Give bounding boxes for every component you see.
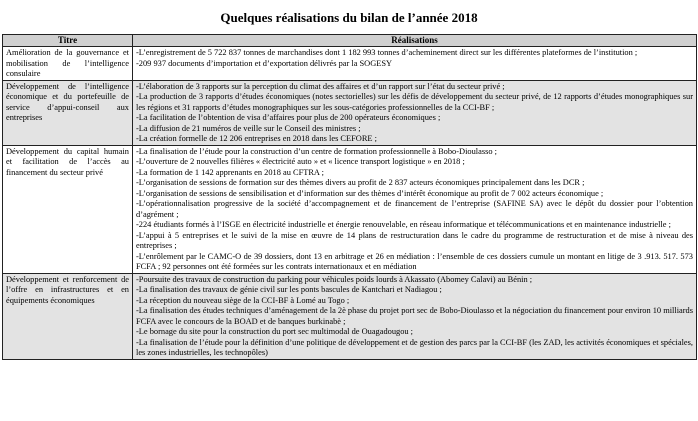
- realisation-item: -La finalisation des études techniques d’aménagement de la 2è phase du projet port sec de Bobo-Dioulasso et la négociation du financement pour environ 10 milliards FCFA avec le concours de la BOAD et de banques burkinabè ;: [136, 306, 693, 326]
- realisation-item: -L’appui à 5 entreprises et le suivi de la mise en œuvre de 14 plans de restructuration dans le cadre du programme de restructuration et de mise à niveau des entreprises ;: [136, 230, 693, 250]
- table-row-economic-intelligence: [3, 80, 697, 145]
- realisation-item: -L’élaboration de 3 rapports sur la perception du climat des affaires et d’un rapport sur l’état du secteur privé ;: [136, 81, 505, 91]
- realisation-item: -La formation de 1 142 apprenants en 2018 au CFTRA ;: [136, 167, 324, 177]
- row-realisations: [133, 47, 697, 81]
- column-header-title: Titre: [3, 35, 133, 47]
- realisation-item: -La facilitation de l’obtention de visa d’affaires pour plus de 200 opérateurs économiques ;: [136, 113, 441, 122]
- row-realisations: [133, 273, 697, 359]
- realisation-item: -L’ouverture de 2 nouvelles filières « électricité auto » et « licence transport logistique » en 2018 ;: [136, 157, 465, 166]
- table-header-row: [3, 35, 697, 47]
- realisation-item: -La diffusion de 21 numéros de veille sur le Conseil des ministres ;: [136, 123, 361, 133]
- realisation-item: -La finalisation des travaux de génie civil sur les ponts bascules de Kantchari et Nadiagou ;: [136, 285, 442, 294]
- row-title: Développement et renforcement de l’offre en infrastructures et en équipements économiques: [3, 273, 133, 359]
- realisation-item: -La création formelle de 12 206 entreprises en 2018 dans les CEFORE ;: [136, 134, 377, 143]
- realisation-item: -224 étudiants formés à l’ISGE en électricité industrielle et énergie renouvelable, en réseau informatique et télécommunications et en maintenance industrielle ;: [136, 220, 671, 229]
- row-title: Développement de l’intelligence économique et du portefeuille de service d’appui-conseil aux entreprises: [3, 80, 133, 145]
- row-realisations: [133, 145, 697, 273]
- realisation-item: -L’opérationnalisation progressive de la société d’accompagnement et de financement de l’entreprise (SAFINE SA) avec le dépôt du dossier pour l’obtention d’agrément ;: [136, 199, 693, 219]
- realisation-item: -Le bornage du site pour la construction du port sec multimodal de Ouagadougou ;: [136, 327, 414, 336]
- realisation-item: -Poursuite des travaux de construction du parking pour véhicules poids lourds à Akassato (Abomey Calavi) au Bénin ;: [136, 274, 533, 284]
- row-title: Développement du capital humain et facilitation de l’accès au financement du secteur privé: [3, 145, 133, 273]
- row-realisations: [133, 80, 697, 145]
- table-row-governance: [3, 47, 697, 81]
- achievements-table: [2, 34, 697, 360]
- realisation-item: -La réception du nouveau siège de la CCI-BF à Lomé au Togo ;: [136, 295, 350, 305]
- realisation-item: -La finalisation de l’étude pour la construction d’un centre de formation professionnelle à Bobo-Dioulasso ;: [136, 146, 497, 156]
- realisation-item: -L’organisation de sessions de formation sur des thèmes divers au profit de 2 837 acteurs économiques principalement dans les DCR ;: [136, 178, 585, 187]
- realisation-item: -209 937 documents d’importation et d’exportation délivrés par la SOGESY: [136, 58, 393, 68]
- realisation-item: -La production de 3 rapports d’études économiques (notes sectorielles) sur les défis de développement du secteur privé, de 12 rapports d’études monographiques sur les régions et 31 rapports d’études monographiques sur les sous-catégories professionnelles de la CCI-BF ;: [136, 92, 693, 112]
- row-title: Amélioration de la gouvernance et mobilisation de l’intelligence consulaire: [3, 47, 133, 81]
- realisation-item: -L’enregistrement de 5 722 837 tonnes de marchandises dont 1 182 993 tonnes d’acheminement direct sur les différentes plateformes de l’institution ;: [136, 48, 638, 57]
- realisation-item: -L’enrôlement par le CAMC-O de 39 dossiers, dont 13 en arbitrage et 26 en médiation : l’ensemble de ces dossiers cumule un montant en litige de 3 .913. 517. 573 FCFA ; 92 personnes ont été formées sur les contrats internationaux et en médiation: [136, 251, 693, 271]
- realisation-item: -La finalisation de l’étude pour la définition d’une politique de développement et de gestion des parcs par la CCI-BF (les ZAD, les activités économiques et spéciales, les zones industrielles, les technopôles): [136, 337, 693, 357]
- document-title: Quelques réalisations du bilan de l’année 2018: [220, 10, 478, 25]
- table-row-infrastructure: [3, 273, 697, 359]
- realisation-item: -L’organisation de sessions de sensibilisation et d’information sur des thèmes d’intérêt économique au profit de 7 002 acteurs économique ;: [136, 188, 604, 198]
- column-header-realisations: Réalisations: [133, 35, 697, 47]
- table-row-human-capital: [3, 145, 697, 273]
